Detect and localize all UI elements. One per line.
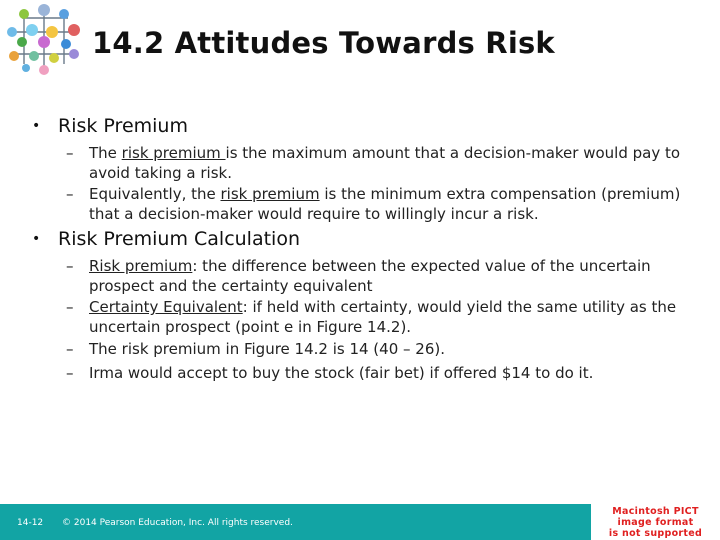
footer-bar [0, 504, 591, 540]
bullet-dot: • [32, 118, 41, 134]
sub-bullet-text: Certainty Equivalent: if held with certainty, would yield the same utility as the uncertain prospect (point e in Figure 14.2). [89, 298, 677, 336]
sub-bullet-text: Risk premium: the difference between the expected value of the uncertain prospect and the certainty equivalent [89, 257, 651, 295]
term-risk-premium: Risk premium [89, 257, 193, 275]
sub-bullet [66, 256, 706, 296]
sub-bullet [66, 143, 706, 183]
term-risk-premium: risk premium [220, 185, 320, 203]
page-number: 14-12 [17, 518, 44, 528]
sub-bullet-text: The risk premium is the maximum amount that a decision-maker would pay to avoid taking a risk. [89, 144, 681, 182]
dash-marker: – [66, 364, 74, 382]
sub-bullet-text: Equivalently, the risk premium is the minimum extra compensation (premium) that a decision-maker would require to willingly incur a risk. [89, 185, 681, 223]
placeholder-line: image format [617, 517, 694, 528]
sub-bullet [66, 184, 706, 224]
term-risk-premium: risk premium [121, 144, 226, 162]
dash-marker: – [66, 298, 74, 316]
sub-bullet [66, 339, 706, 359]
bullet-dot: • [32, 231, 41, 247]
dash-marker: – [66, 185, 74, 203]
dash-marker: – [66, 144, 74, 162]
sub-bullet [66, 297, 706, 337]
sub-bullet [66, 363, 706, 383]
bullet-label: Risk Premium [58, 115, 188, 137]
sub-bullet-text: The risk premium in Figure 14.2 is 14 (40 – 26). [89, 340, 445, 358]
unsupported-image-placeholder [591, 504, 720, 540]
placeholder-line: is not supported [608, 528, 703, 539]
term-certainty-equivalent: Certainty Equivalent [89, 298, 243, 316]
dash-marker: – [66, 340, 74, 358]
bullet-label: Risk Premium Calculation [58, 228, 300, 250]
copyright-text: © 2014 Pearson Education, Inc. All rights reserved. [62, 518, 293, 528]
placeholder-line: Macintosh PICT [612, 506, 699, 517]
sub-bullet-text: Irma would accept to buy the stock (fair bet) if offered $14 to do it. [89, 364, 594, 382]
molecule-spheres-logo [2, 2, 84, 76]
dash-marker: – [66, 257, 74, 275]
slide-title: 14.2 Attitudes Towards Risk [92, 26, 555, 60]
